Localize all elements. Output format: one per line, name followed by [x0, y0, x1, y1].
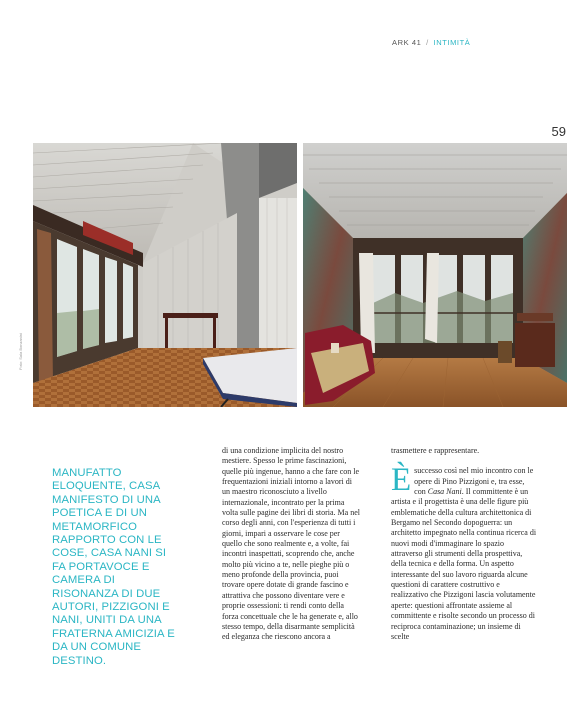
- drop-cap: È: [391, 462, 412, 499]
- photo-living-room: [303, 143, 567, 407]
- magazine-name: ARK 41: [392, 38, 422, 47]
- body-paragraph: [391, 462, 537, 642]
- header-separator: /: [426, 38, 429, 47]
- section-name: INTIMITÀ: [433, 38, 471, 47]
- body-paragraph-tail: trasmettere e rappresentare.: [391, 446, 480, 455]
- paragraph-intro: successo così nel mio incontro con le opere di Pino Pizzigoni e, tra esse, con: [414, 466, 534, 497]
- running-header: [392, 38, 470, 47]
- page-number: 59: [551, 124, 566, 139]
- pullquote: MANUFATTO ELOQUENTE, CASA MANIFESTO DI UNA POETICA E DI UN METAMORFICO RAPPORTO CON LE COSE, CASA NANI SI FA PORTAVOCE E CAMERA DI RISONANZA DI DUE AUTORI, PIZZIGONI E NANI, UNITI DA UNA FRATERNA AMICIZIA E DA UN COMUNE DESTINO.: [52, 467, 175, 667]
- living-room-image: [303, 143, 567, 407]
- photo-credit: Foto: Sala Bonzanini: [18, 333, 23, 370]
- body-column-1: [222, 446, 360, 643]
- attic-bedroom-image: [33, 143, 297, 407]
- body-paragraph: di una condizione implicita del nostro mestiere. Spesso le prime fascinazioni, quelle più ingenue, hanno a che fare con le frequentazioni iniziali intorno a lavori di un maestro riconosciuto a livello internazionale, incontrato per la prima volta sulle pagine dei libri di storia. Ma nel corso degli anni, con l'esperienza di tutti i giorni, impari a osservare le cose per quello che sono realmente e, a volte, fai incontri inaspettati, scoprendo che, anche molto più vicino a te, nelle pieghe più o meno profonde della provincia, puoi trovare opere dotate di grande fascino e attrattiva che possono diventare vere e proprie ossessioni: ti rendi conto della forza concettuale che le ha generate e, allo stesso tempo, della disarmante semplicità ed eleganza che riescono ancora a: [222, 446, 360, 642]
- body-column-2: [391, 446, 537, 642]
- photo-attic-bedroom: [33, 143, 297, 407]
- work-title: Casa Nani: [427, 487, 462, 497]
- paragraph-rest: . Il committente è un artista e il progettista è una delle figure più emblematiche della cultura architettonica di Bergamo nel Secondo dopoguerra: un architetto impegnato nella continua ricerca di nuovi modi d'immaginare lo spazio attraverso gli strumenti della prospettiva, della tecnica e della forma. Un aspetto interessante del suo lavoro riguarda alcune questioni di carattere costruttivo e realizzativo che Pizzigoni lascia volutamente aperte: questioni affrontate assieme al committente e risolte secondo un processo di reciproca contaminazione; un insieme di scelte: [391, 487, 537, 641]
